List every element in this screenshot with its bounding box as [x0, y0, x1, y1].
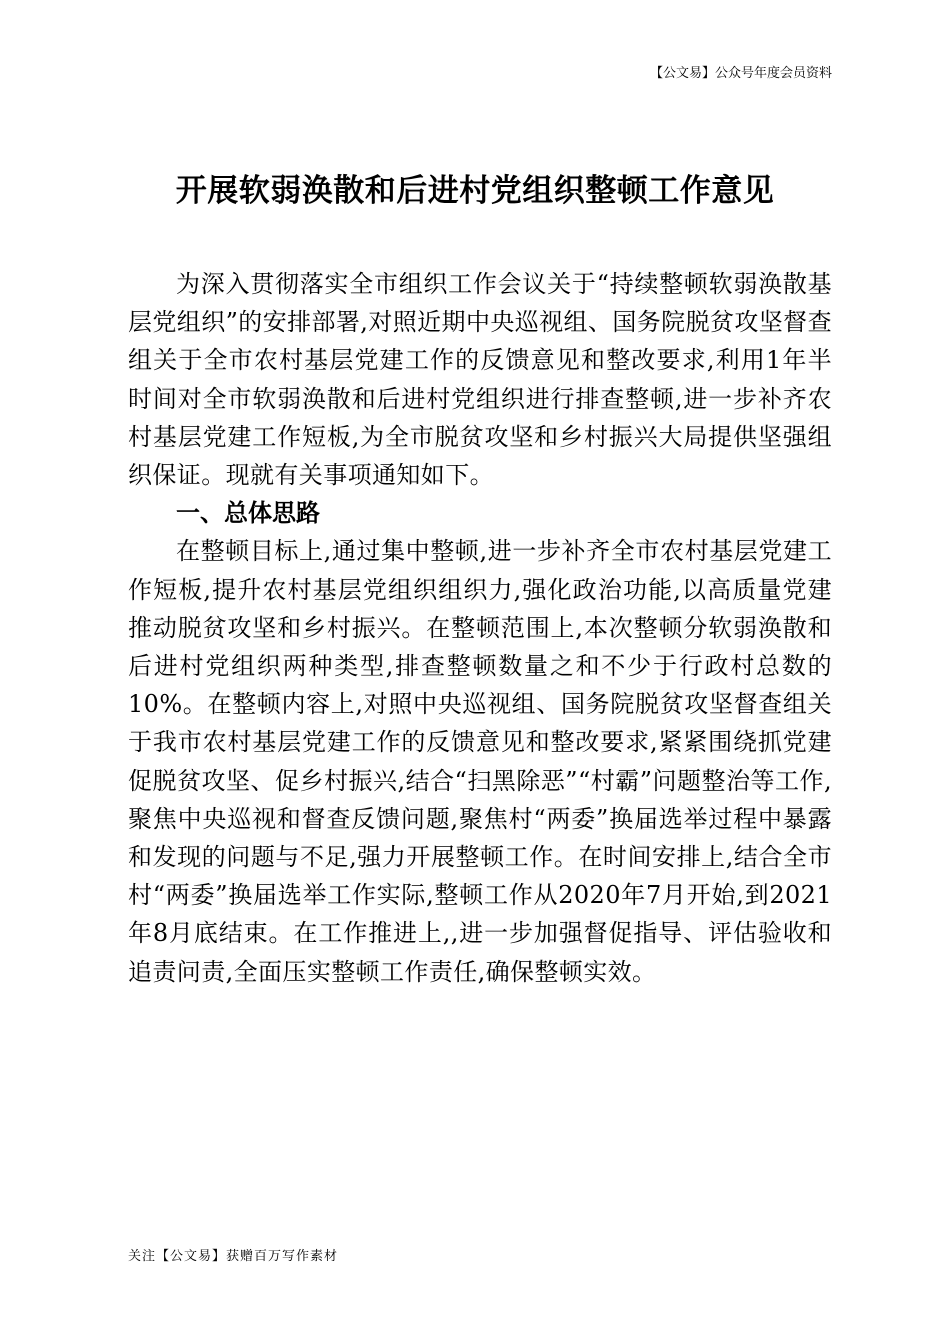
document-title: 开展软弱涣散和后进村党组织整顿工作意见: [175, 173, 775, 209]
intro-paragraph: 为深入贯彻落实全市组织工作会议关于“持续整顿软弱涣散基层党组织”的安排部署,对照近期中央巡视组、国务院脱贫攻坚督查组关于全市农村基层党建工作的反馈意见和整改要求,利用1年半时间对全市软弱涣散和后进村党组织进行排查整顿,进一步补齐农村基层党建工作短板,为全市脱贫攻坚和乡村振兴大局提供坚强组织保证。现就有关事项通知如下。: [128, 270, 832, 490]
section-1-paragraph: 在整顿目标上,通过集中整顿,进一步补齐全市农村基层党建工作短板,提升农村基层党组织组织力,强化政治功能,以高质量党建推动脱贫攻坚和乡村振兴。在整顿范围上,本次整顿分软弱涣散和后进村党组织两种类型,排查整顿数量之和不少于行政村总数的10%。在整顿内容上,对照中央巡视组、国务院脱贫攻坚督查组关于我市农村基层党建工作的反馈意见和整改要求,紧紧围绕抓党建促脱贫攻坚、促乡村振兴,结合“扫黑除恶”“村霸”问题整治等工作,聚焦中央巡视和督查反馈问题,聚焦村“两委”换届选举过程中暴露和发现的问题与不足,强力开展整顿工作。在时间安排上,结合全市村“两委”换届选举工作实际,整顿工作从2020年7月开始,到2021年8月底结束。在工作推进上,,进一步加强督促指导、评估验收和追责问责,全面压实整顿工作责任,确保整顿实效。: [128, 537, 832, 986]
document-body: [128, 265, 832, 991]
section-1-heading: 一、总体思路: [176, 499, 320, 528]
footer-note: 关注【公文易】获赠百万写作素材: [128, 1249, 339, 1264]
header-note: 【公文易】公众号年度会员资料: [649, 66, 832, 81]
